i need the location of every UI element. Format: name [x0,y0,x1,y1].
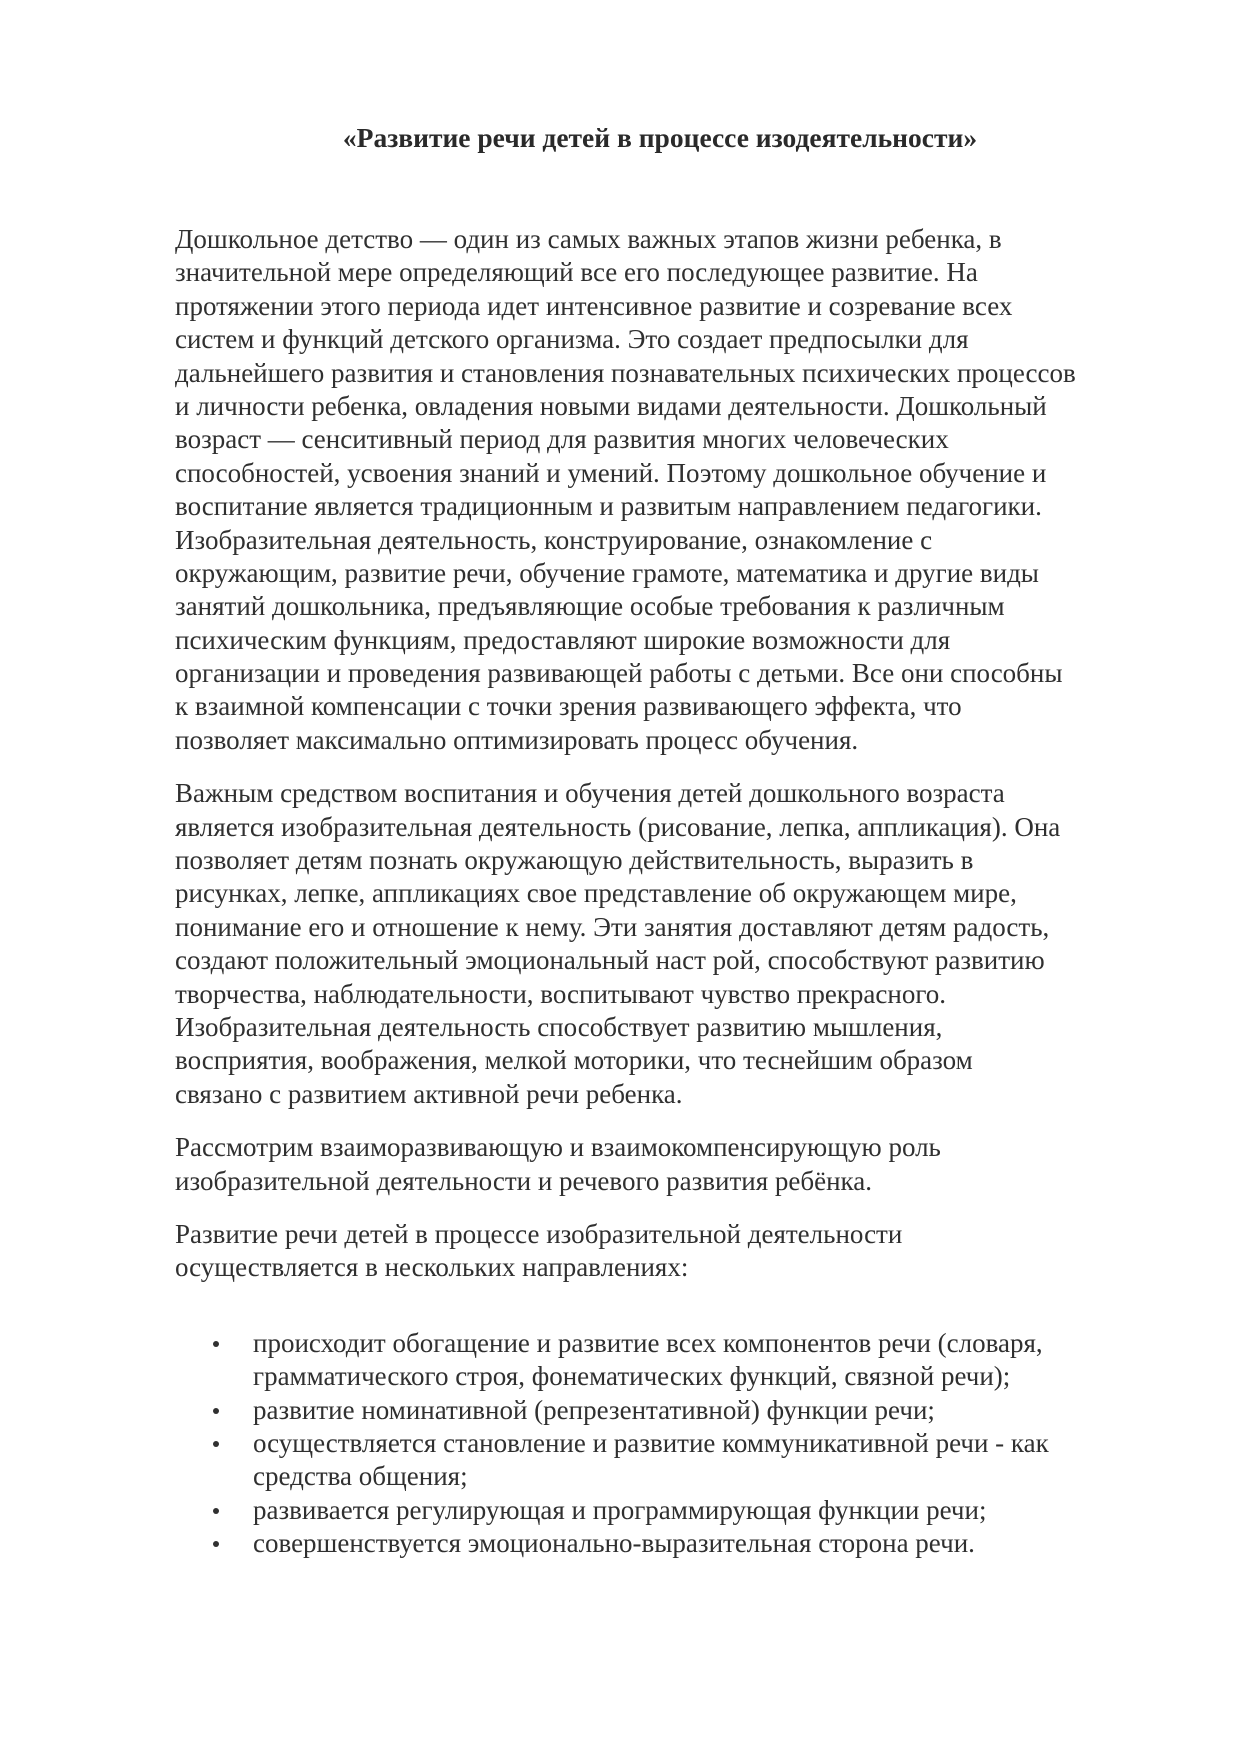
text-line: происходит обогащение и развитие всех компонентов речи (словаря, [253,1327,1043,1358]
bullet-icon [213,1441,219,1447]
bullet-icon [213,1541,219,1547]
directions-list [175,1327,1175,1561]
list-item [175,1427,1175,1494]
document-body [175,223,1175,1560]
text-line: систем и функций детского организма. Это создает предпосылки для [175,324,969,355]
paragraph-preschool-childhood [175,223,1175,757]
text-line: восприятия, воображения, мелкой моторики, что теснейшим образом [175,1045,973,1076]
text-line: Изобразительная деятельность способствует развитию мышления, [175,1011,943,1042]
text-line: Дошкольное детство — один из самых важных этапов жизни ребенка, в [175,224,1002,254]
text-line: создают положительный эмоциональный наст рой, способствуют развитию [175,945,1045,976]
text-line: Изобразительная деятельность, конструирование, ознакомление с [175,524,933,555]
text-line: грамматического строя, фонематических функций, связной речи); [253,1361,1011,1392]
text-line: осуществляется в нескольких направлениях: [175,1252,689,1283]
bullet-icon [213,1508,219,1514]
text-line: дальнейшего развития и становления познавательных психических процессов [175,357,1076,388]
text-line: организации и проведения развивающей работы с детьми. Все они способны [175,658,1063,689]
text-line: позволяет детям познать окружающую действительность, выразить в [175,845,974,876]
text-line: протяжении этого периода идет интенсивное развитие и созревание всех [175,290,1013,321]
text-line: связано с развитием активной речи ребенка. [175,1078,683,1109]
text-line: средства общения; [253,1461,468,1492]
text-line: окружающим, развитие речи, обучение грамоте, математика и другие виды [175,557,1039,588]
bullet-icon [213,1408,219,1414]
text-line: позволяет максимально оптимизировать процесс обучения. [175,724,859,755]
text-line: Развитие речи детей в процессе изобразительной деятельности [175,1218,903,1249]
list-item [175,1394,1175,1427]
text-line: воспитание является традиционным и развитым направлением педагогики. [175,491,1042,522]
text-line: творчества, наблюдательности, воспитывают чувство прекрасного. [175,978,946,1009]
bullet-icon [213,1341,219,1347]
text-line: рисунках, лепке, аппликациях свое представление об окружающем мире, [175,878,1017,909]
text-line: и личности ребенка, овладения новыми видами деятельности. Дошкольный [175,390,1047,421]
paragraph-consider-role [175,1131,1175,1198]
text-line: значительной мере определяющий все его последующее развитие. На [175,257,978,288]
list-item [175,1527,1175,1560]
list-item [175,1327,1175,1394]
list-item [175,1494,1175,1527]
text-line: Важным средством воспитания и обучения детей дошкольного возраста [175,778,1005,809]
text-line: является изобразительная деятельность (рисование, лепка, аппликация). Она [175,811,1061,842]
text-line: понимание его и отношение к нему. Эти занятия доставляют детям радость, [175,911,1050,942]
text-line: возраст — сенситивный период для развития многих человеческих [175,424,949,455]
document-title: «Развитие речи детей в процессе изодеятельности» [342,122,978,153]
paragraph-visual-activity [175,777,1175,1111]
text-line: к взаимной компенсации с точки зрения развивающего эффекта, что [175,691,962,722]
paragraph-directions-intro [175,1218,1175,1285]
text-line: совершенствуется эмоционально-выразительная сторона речи. [253,1528,975,1559]
text-line: осуществляется становление и развитие коммуникативной речи - как [253,1427,1049,1458]
text-line: развитие номинативной (репрезентативной) функции речи; [253,1394,935,1425]
text-line: Рассмотрим взаиморазвивающую и взаимокомпенсирующую роль [175,1132,941,1163]
text-line: занятий дошкольника, предъявляющие особые требования к различным [175,591,1005,622]
text-line: психическим функциям, предоставляют широкие возможности для [175,624,951,655]
text-line: способностей, усвоения знаний и умений. Поэтому дошкольное обучение и [175,457,1047,488]
text-line: изобразительной деятельности и речевого развития ребёнка. [175,1165,872,1196]
text-line: развивается регулирующая и программирующая функции речи; [253,1494,987,1525]
